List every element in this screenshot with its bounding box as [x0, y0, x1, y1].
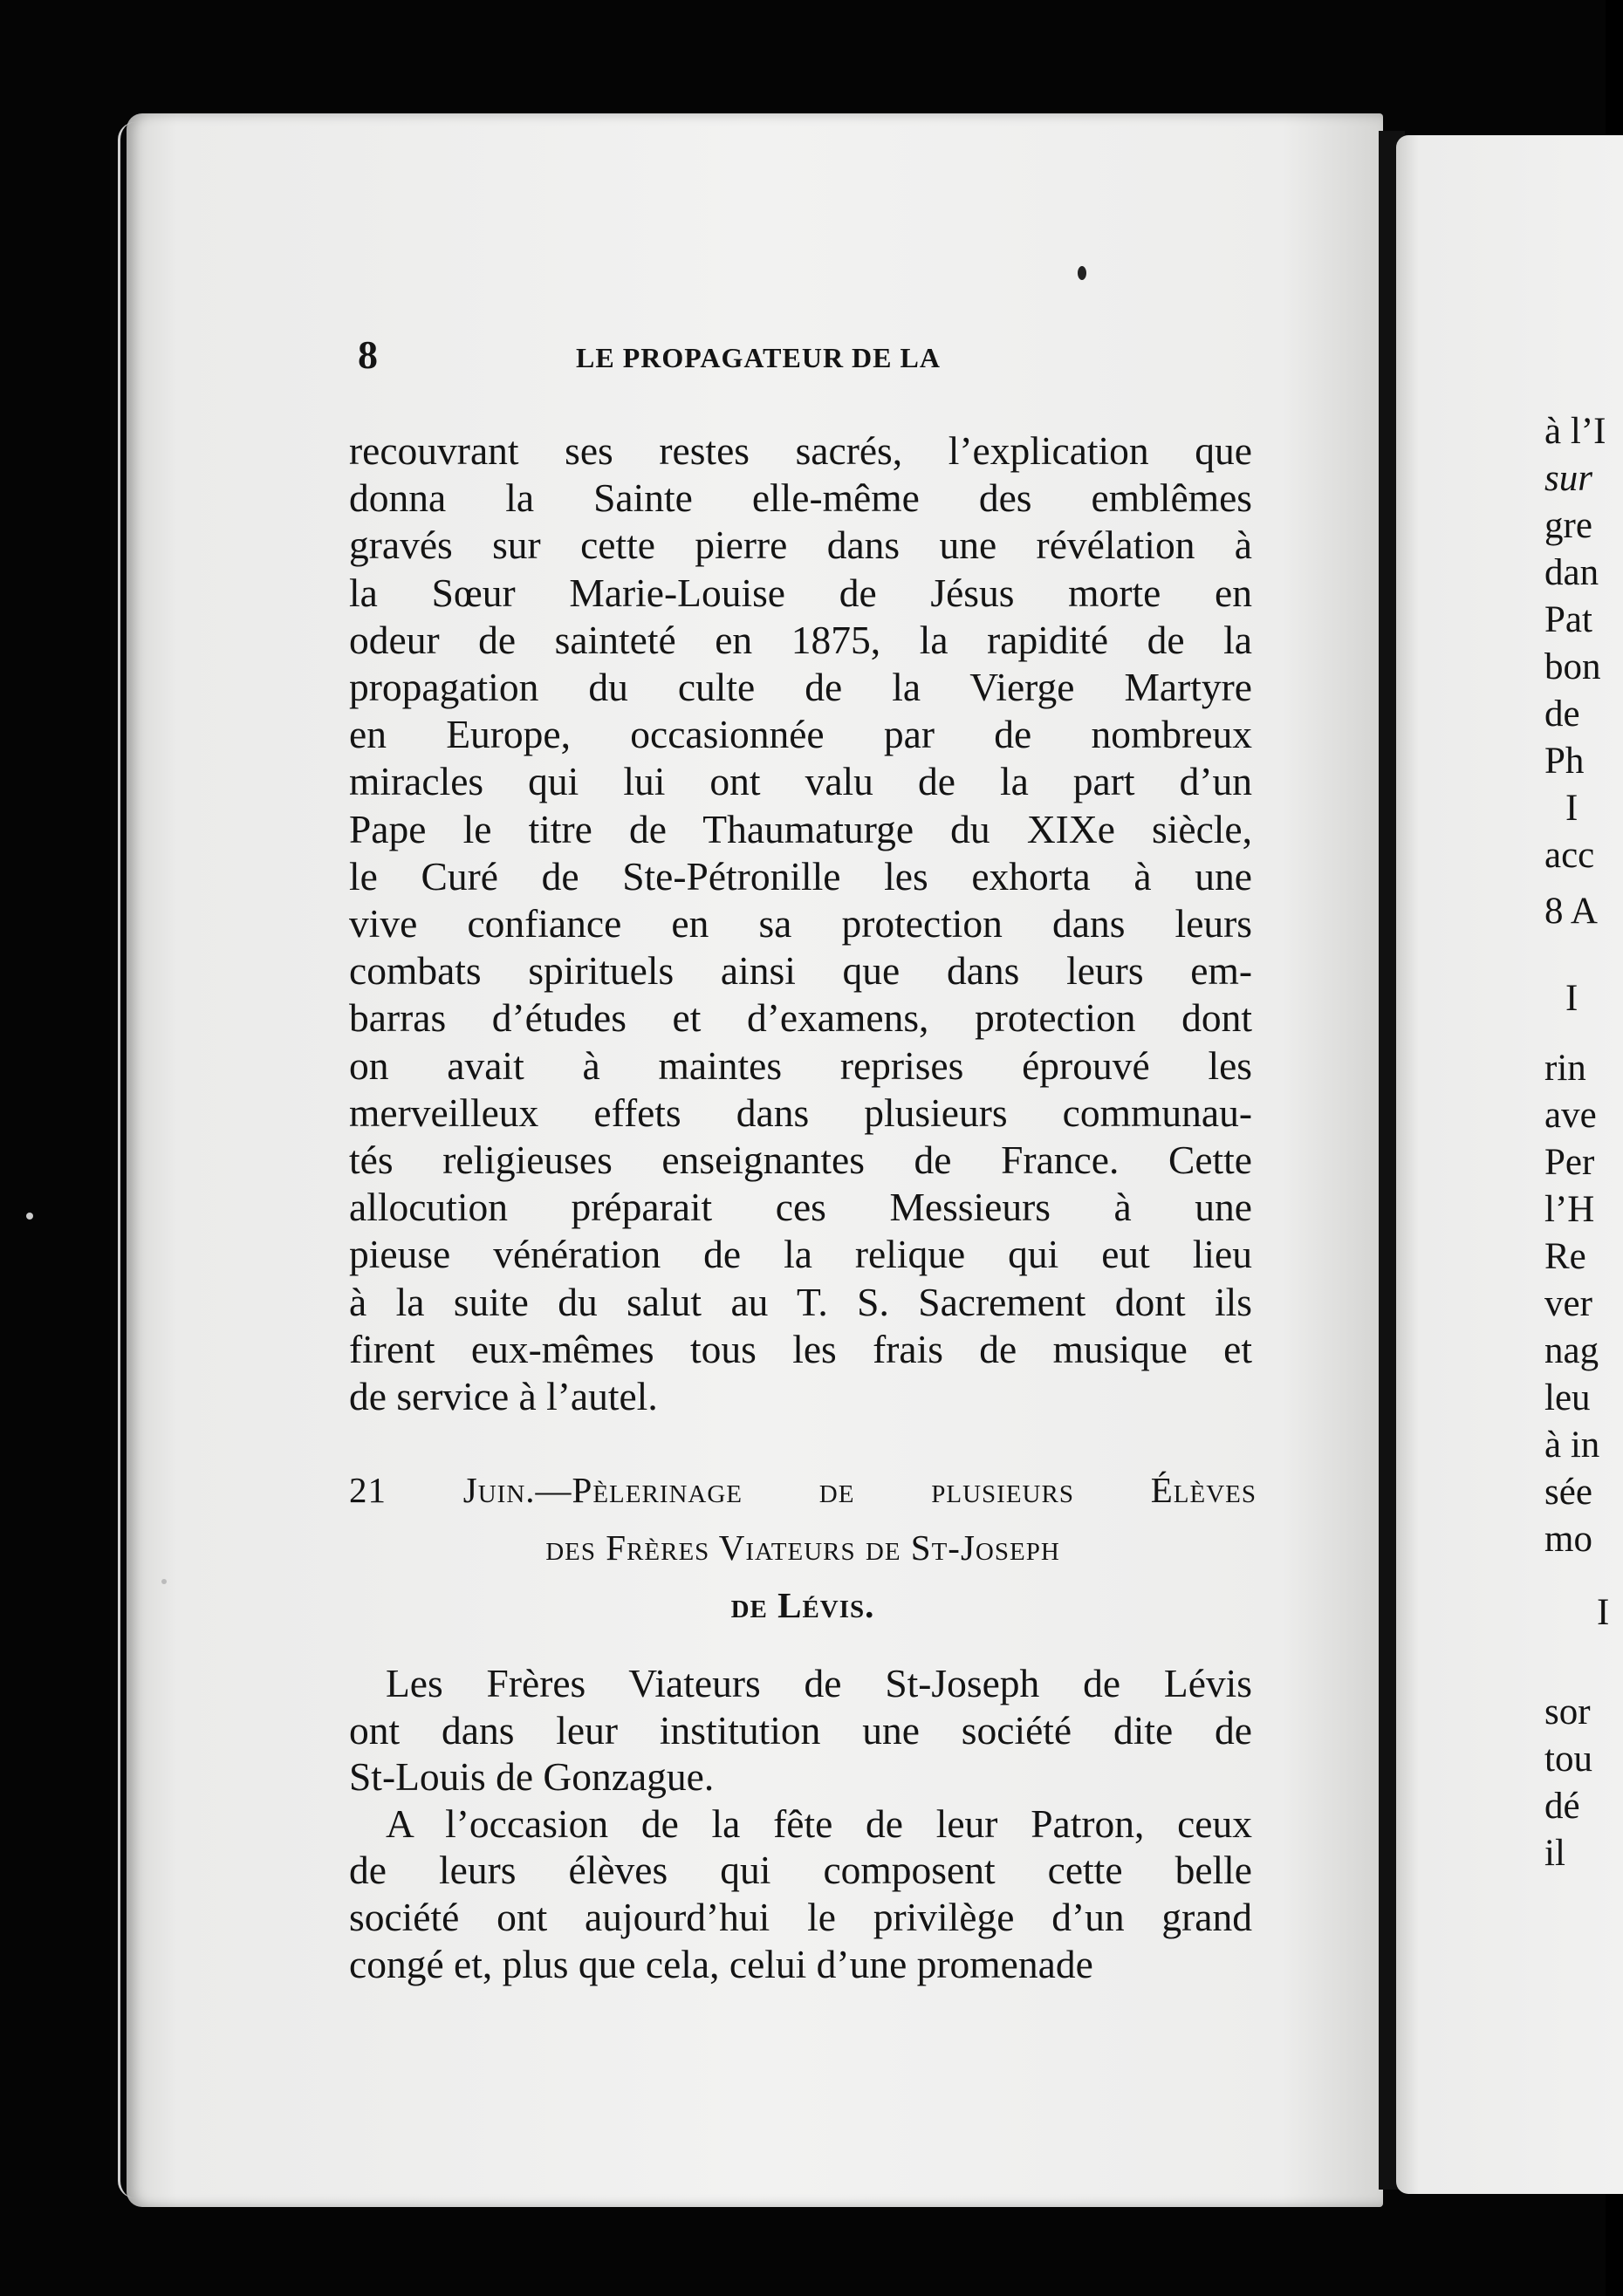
fragment-line: sur [1544, 458, 1592, 499]
fragment-line: de [1544, 694, 1580, 735]
fragment-line: dan [1544, 552, 1599, 593]
text-line: allocution préparait ces Messieurs à une [349, 1185, 1252, 1230]
text-line: Les Frères Viateurs de St-Joseph de Lévis [386, 1661, 1252, 1705]
fragment-line: Pat [1544, 599, 1592, 640]
section-heading [349, 1461, 1257, 1634]
fragment-line: leu [1544, 1377, 1591, 1418]
fragment-line: tou [1544, 1739, 1592, 1780]
fragment-line: Per [1544, 1142, 1595, 1183]
text-line: société ont aujourd’hui le privilège d’un grand [349, 1894, 1252, 1939]
fragment-line: ver [1544, 1283, 1592, 1324]
text-line: pieuse vénération de la relique qui eut lieu [349, 1232, 1252, 1277]
paragraph-2 [349, 1660, 1252, 1987]
fragment-line: I [1565, 788, 1578, 829]
fragment-line: rin [1544, 1048, 1586, 1089]
fragment-line: sor [1544, 1691, 1591, 1732]
fragment-line: à in [1544, 1425, 1600, 1466]
text-line: donna la Sainte elle-même des emblêmes [349, 475, 1252, 521]
heading-line: 21 Juin.—Pèlerinage de plusieurs Élèves [349, 1470, 1257, 1510]
text-line: gravés sur cette pierre dans une révélation à [349, 523, 1252, 568]
heading-line: de Lévis. [730, 1585, 875, 1625]
text-line: vive confiance en sa protection dans leurs [349, 901, 1252, 946]
text-line: en Europe, occasionnée par de nombreux [349, 712, 1252, 757]
fragment-line: à l’I [1544, 411, 1606, 452]
ink-speck [161, 1579, 167, 1584]
text-line: on avait à maintes reprises éprouvé les [349, 1042, 1252, 1088]
page-number: 8 [358, 332, 378, 377]
text-line: tés religieuses enseignantes de France. Cette [349, 1138, 1252, 1183]
fragment-line: il [1544, 1833, 1565, 1874]
fragment-line: nag [1544, 1330, 1599, 1371]
heading-line: des Frères Viateurs de St-Joseph [545, 1527, 1060, 1568]
fragment-line: mo [1544, 1519, 1592, 1560]
fragment-line: Re [1544, 1236, 1586, 1277]
fragment-line: sée [1544, 1472, 1592, 1513]
text-line: de leurs élèves qui composent cette belle [349, 1848, 1252, 1893]
fragment-line: l’H [1544, 1189, 1595, 1230]
text-line: la Sœur Marie-Louise de Jésus morte en [349, 570, 1252, 615]
fragment-line: bon [1544, 646, 1601, 687]
text-line: congé et, plus que cela, celui d’une promenade [349, 1941, 1093, 1986]
page-header [358, 331, 1283, 384]
text-line: merveilleux effets dans plusieurs communau- [349, 1090, 1252, 1135]
text-line: le Curé de Ste-Pétronille les exhorta à une [349, 853, 1252, 899]
fragment-line: Ph [1544, 741, 1585, 782]
fragment-line: gre [1544, 505, 1592, 546]
ink-speck [26, 1213, 33, 1220]
paragraph-1 [349, 427, 1252, 1420]
text-line: barras d’études et d’examens, protection dont [349, 995, 1252, 1041]
text-line: ont dans leur institution une société dite de [349, 1707, 1252, 1753]
text-line: miracles qui lui ont valu de la part d’un [349, 759, 1252, 804]
fragment-line: I [1565, 978, 1578, 1019]
text-line: firent eux-mêmes tous les frais de musique et [349, 1326, 1252, 1371]
text-line: St-Louis de Gonzague. [349, 1754, 715, 1800]
fragment-line: I [1597, 1592, 1610, 1633]
fragment-line: ave [1544, 1095, 1597, 1136]
fragment-line: acc [1544, 835, 1595, 876]
text-line: odeur de sainteté en 1875, la rapidité de la [349, 617, 1252, 662]
text-line: recouvrant ses restes sacrés, l’explication que [349, 428, 1252, 473]
text-line: à la suite du salut au T. S. Sacrement dont ils [349, 1279, 1252, 1324]
ink-speck [1078, 266, 1086, 280]
fragment-line: dé [1544, 1786, 1580, 1827]
running-title: LE PROPAGATEUR DE LA [576, 342, 941, 373]
fragment-line: 8 A [1544, 891, 1598, 932]
text-line: combats spirituels ainsi que dans leurs em- [349, 948, 1252, 994]
text-line: A l’occasion de la fête de leur Patron, ceux [386, 1801, 1252, 1846]
text-line: propagation du culte de la Vierge Martyre [349, 665, 1252, 710]
text-line: de service à l’autel. [349, 1374, 658, 1419]
right-page-text [1544, 408, 1609, 1877]
text-line: Pape le titre de Thaumaturge du XIXe siècle, [349, 806, 1252, 851]
